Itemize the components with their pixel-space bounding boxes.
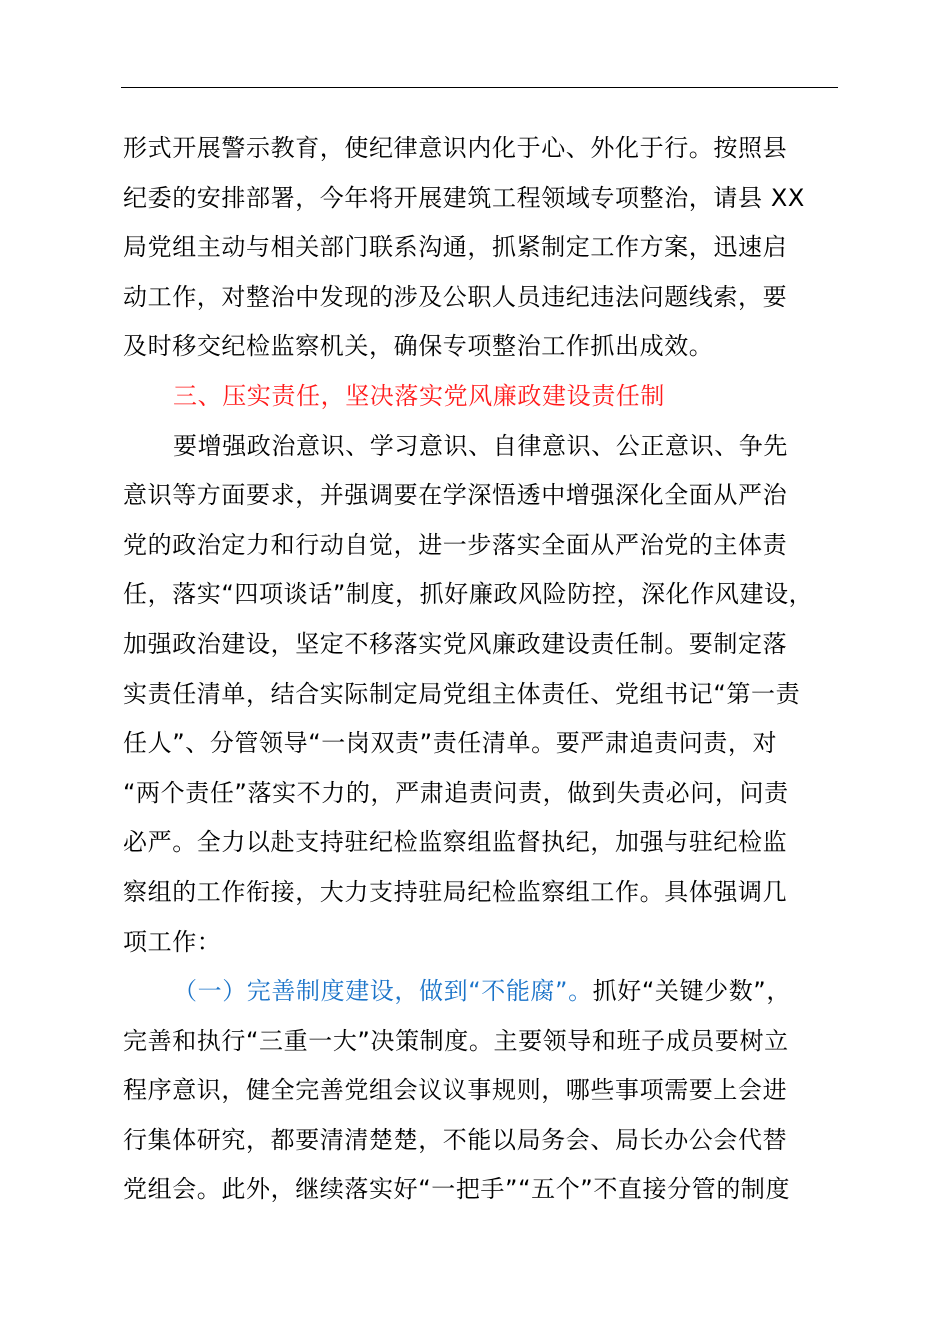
paragraph-line: 要增强政治意识、学习意识、自律意识、公正意识、争先 — [173, 431, 788, 460]
document-body — [123, 124, 863, 1215]
paragraph-line: “两个责任”落实不力的，严肃追责问责，做到失责必问，问责 — [123, 778, 789, 807]
subsection-heading-1: （一）完善制度建设，做到“不能腐”。 — [173, 977, 593, 1006]
paragraph-line: 必严。全力以赴支持驻纪检监察组监督执纪，加强与驻纪检监 — [123, 828, 788, 857]
body-line: 局党组主动与相关部门联系沟通，抓紧制定工作方案，迅速启 — [123, 233, 788, 262]
body-line: 及时移交纪检监察机关，确保专项整治工作抓出成效。 — [123, 332, 714, 361]
paragraph-line: 意识等方面要求，并强调要在学深悟透中增强深化全面从严治 — [123, 481, 788, 510]
paragraph-line: 任人”、分管领导“一岗双责”责任清单。要严肃追责问责，对 — [123, 729, 778, 758]
paragraph-line: 实责任清单，结合实际制定局党组主体责任、党组书记“第一责 — [123, 679, 801, 708]
paragraph-line: 程序意识，健全完善党组会议议事规则，哪些事项需要上会进 — [123, 1076, 788, 1105]
paragraph-line: 察组的工作衔接，大力支持驻局纪检监察组工作。具体强调几 — [123, 877, 788, 906]
section-heading-3: 三、压实责任，坚决落实党风廉政建设责任制 — [173, 381, 665, 410]
paragraph-line: 党的政治定力和行动自觉，进一步落实全面从严治党的主体责 — [123, 530, 788, 559]
body-line: 纪委的安排部署，今年将开展建筑工程领域专项整治，请县 XX — [123, 183, 805, 212]
paragraph-line: 行集体研究，都要清清楚楚，不能以局务会、局长办公会代替 — [123, 1125, 788, 1154]
paragraph-line: 完善和执行“三重一大”决策制度。主要领导和班子成员要树立 — [123, 1026, 789, 1055]
paragraph-line: 项工作： — [123, 927, 222, 956]
paragraph-line: 加强政治建设，坚定不移落实党风廉政建设责任制。要制定落 — [123, 629, 788, 658]
paragraph-line: 党组会。此外，继续落实好“一把手”“五个”不直接分管的制度 — [123, 1175, 791, 1204]
paragraph-line: 任，落实“四项谈话”制度，抓好廉政风险防控，深化作风建设， — [123, 580, 814, 609]
subsection-text: 抓好“关键少数”， — [592, 977, 791, 1006]
header-rule — [121, 87, 838, 88]
body-line: 形式开展警示教育，使纪律意识内化于心、外化于行。按照县 — [123, 134, 788, 162]
subsection-line — [123, 967, 863, 1017]
body-line: 动工作，对整治中发现的涉及公职人员违纪违法问题线索，要 — [123, 282, 788, 311]
